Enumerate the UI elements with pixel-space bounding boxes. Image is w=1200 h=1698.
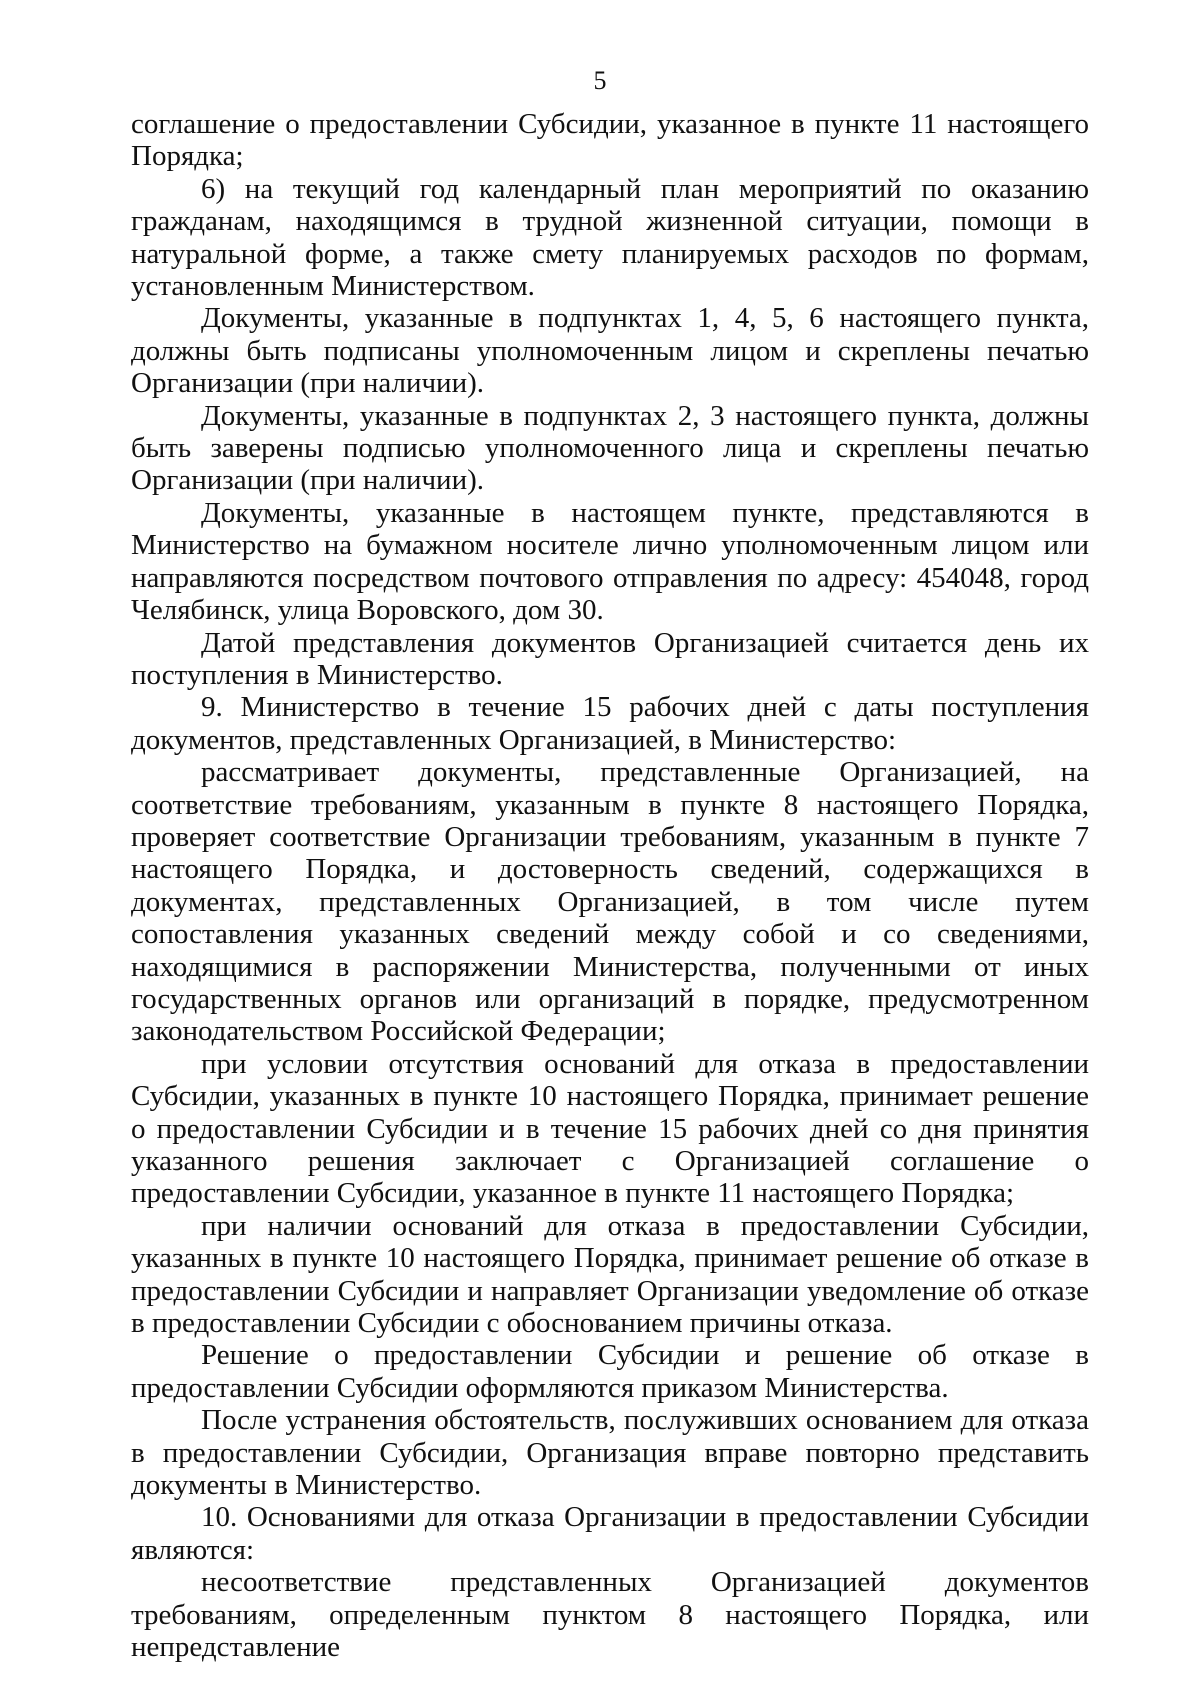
paragraph-certification-requirement: Документы, указанные в подпунктах 2, 3 настоящего пункта, должны быть заверены подписью уполномоченного лица и скреплены печатью Организации (при наличии). [131,399,1089,497]
paragraph-item-6: 6) на текущий год календарный план мероприятий по оказанию гражданам, находящимся в трудной жизненной ситуации, помощи в натуральной форме, а также смету планируемых расходов по формам, установленным Министерством. [131,172,1089,303]
paragraph-item-9: 9. Министерство в течение 15 рабочих дней с даты поступления документов, представленных Организацией, в Министерство: [131,691,1089,756]
paragraph-refusal-decision: при наличии оснований для отказа в предоставлении Субсидии, указанных в пункте 10 настоящего Порядка, принимает решение об отказе в предоставлении Субсидии и направляет Организации уведомление об отказе в предоставлении Субсидии с обоснованием причины отказа. [131,1209,1089,1340]
paragraph-grant-decision: при условии отсутствия оснований для отказа в предоставлении Субсидии, указанных в пункте 10 настоящего Порядка, принимает решение о предоставлении Субсидии и в течение 15 рабочих дней со дня принятия указанного решения заключает с Организацией соглашение о предоставлении Субсидии, указанное в пункте 11 настоящего Порядка; [131,1047,1089,1210]
paragraph-document-review: рассматривает документы, представленные Организацией, на соответствие требованиям, указанным в пункте 8 настоящего Порядка, проверяет соответствие Организации требованиям, указанным в пункте 7 настоящего Порядка, и достоверность сведений, содержащихся в документах, представленных Организацией, в том числе путем сопоставления указанных сведений между собой и со сведениями, находящимися в распоряжении Министерства, полученными от иных государственных органов или организаций в порядке, предусмотренном законодательством Российской Федерации; [131,756,1089,1048]
page-number: 5 [593,66,607,95]
paragraph-agreement-continuation: соглашение о предоставлении Субсидии, указанное в пункте 11 настоящего Порядка; [131,108,1089,173]
paragraph-signature-requirement: Документы, указанные в подпунктах 1, 4, 5, 6 настоящего пункта, должны быть подписаны уполномоченным лицом и скреплены печатью Организации (при наличии). [131,302,1089,400]
paragraph-submission-date: Датой представления документов Организацией считается день их поступления в Министерство. [131,626,1089,691]
paragraph-item-10: 10. Основаниями для отказа Организации в предоставлении Субсидии являются: [131,1501,1089,1566]
paragraph-resubmission: После устранения обстоятельств, послуживших основанием для отказа в предоставлении Субсидии, Организация вправе повторно представить документы в Министерство. [131,1404,1089,1502]
paragraph-noncompliance: несоответствие представленных Организацией документов требованиям, определенным пунктом 8 настоящего Порядка, или непредставление [131,1566,1089,1664]
paragraph-submission-method: Документы, указанные в настоящем пункте, представляются в Министерство на бумажном носителе лично уполномоченным лицом или направляются посредством почтового отправления по адресу: 454048, город Челябинск, улица Воровского, дом 30. [131,496,1089,627]
document-body [131,108,1089,1664]
paragraph-order-formalization: Решение о предоставлении Субсидии и решение об отказе в предоставлении Субсидии оформляются приказом Министерства. [131,1339,1089,1404]
